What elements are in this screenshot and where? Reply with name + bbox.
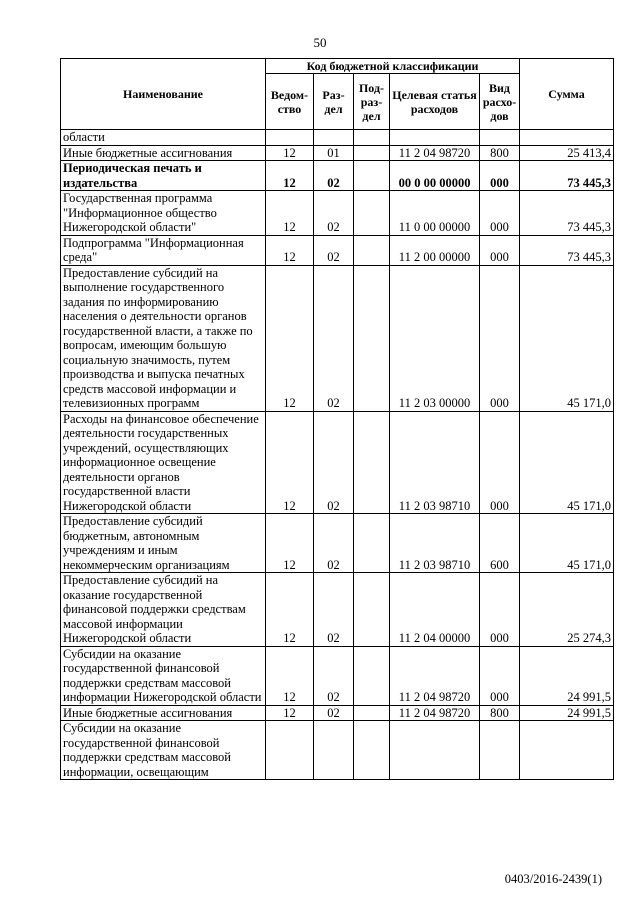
row-sum: 25 274,3 <box>520 573 614 647</box>
row-name: Предоставление субсидий на оказание государственной финансовой поддержки средствам массовой информации Нижегородской области <box>61 573 266 647</box>
row-target: 11 2 00 00000 <box>390 235 480 265</box>
row-podrazdel <box>354 130 390 146</box>
row-sum: 73 445,3 <box>520 191 614 236</box>
row-ved <box>266 130 314 146</box>
row-ved: 12 <box>266 191 314 236</box>
row-podrazdel <box>354 705 390 721</box>
row-name: области <box>61 130 266 146</box>
row-sum: 45 171,0 <box>520 411 614 514</box>
row-vid: 000 <box>480 235 520 265</box>
header-sum: Сумма <box>520 59 614 130</box>
row-podrazdel <box>354 721 390 780</box>
header-target: Целевая статья расходов <box>390 74 480 130</box>
table-row <box>61 265 614 411</box>
row-ved: 12 <box>266 265 314 411</box>
row-name: Иные бюджетные ассигнования <box>61 705 266 721</box>
row-name: Расходы на финансовое обеспечение деятельности государственных учреждений, осуществляющих информационное освещение деятельности органов государственной власти Нижегородской области <box>61 411 266 514</box>
header-vedomstvo: Ведом-ство <box>266 74 314 130</box>
row-razdel: 02 <box>314 411 354 514</box>
row-razdel: 01 <box>314 145 354 161</box>
header-vid: Вид расхо-дов <box>480 74 520 130</box>
header-name: Наименование <box>61 59 266 130</box>
row-name: Субсидии на оказание государственной финансовой поддержки средствам массовой информации, освещающим <box>61 721 266 780</box>
row-vid: 600 <box>480 514 520 573</box>
row-sum: 24 991,5 <box>520 646 614 705</box>
row-ved: 12 <box>266 145 314 161</box>
table-row <box>61 145 614 161</box>
row-vid: 800 <box>480 705 520 721</box>
row-razdel: 02 <box>314 161 354 191</box>
row-name: Предоставление субсидий бюджетным, автономным учреждениям и иным некоммерческим организациям <box>61 514 266 573</box>
row-target <box>390 130 480 146</box>
row-name: Подпрограмма "Информационная среда" <box>61 235 266 265</box>
row-target: 11 2 03 98710 <box>390 514 480 573</box>
row-target <box>390 721 480 780</box>
table-row <box>61 411 614 514</box>
row-podrazdel <box>354 514 390 573</box>
table-row <box>61 705 614 721</box>
row-sum: 24 991,5 <box>520 705 614 721</box>
row-ved: 12 <box>266 573 314 647</box>
row-podrazdel <box>354 145 390 161</box>
row-target: 00 0 00 00000 <box>390 161 480 191</box>
row-name: Иные бюджетные ассигнования <box>61 145 266 161</box>
table-row <box>61 161 614 191</box>
row-podrazdel <box>354 265 390 411</box>
row-razdel <box>314 130 354 146</box>
row-ved: 12 <box>266 161 314 191</box>
row-ved: 12 <box>266 646 314 705</box>
row-vid: 000 <box>480 161 520 191</box>
row-name: Предоставление субсидий на выполнение государственного задания по информированию населения о деятельности органов государственной власти, а также по вопросам, имеющим большую социальную значимость, путем производства и выпуска печатных средств массовой информации и телевизионных программ <box>61 265 266 411</box>
row-vid: 000 <box>480 191 520 236</box>
table-row <box>61 721 614 780</box>
row-sum: 45 171,0 <box>520 265 614 411</box>
row-name: Государственная программа "Информационное общество Нижегородской области" <box>61 191 266 236</box>
row-name: Периодическая печать и издательства <box>61 161 266 191</box>
row-ved: 12 <box>266 514 314 573</box>
row-target: 11 0 00 00000 <box>390 191 480 236</box>
row-podrazdel <box>354 411 390 514</box>
row-sum: 73 445,3 <box>520 161 614 191</box>
row-ved: 12 <box>266 705 314 721</box>
row-podrazdel <box>354 191 390 236</box>
row-target: 11 2 03 98710 <box>390 411 480 514</box>
row-vid: 000 <box>480 411 520 514</box>
table-row <box>61 235 614 265</box>
row-sum: 25 413,4 <box>520 145 614 161</box>
row-podrazdel <box>354 235 390 265</box>
row-sum: 45 171,0 <box>520 514 614 573</box>
table-row <box>61 191 614 236</box>
page-number: 50 <box>313 35 327 50</box>
row-razdel: 02 <box>314 235 354 265</box>
row-name: Субсидии на оказание государственной финансовой поддержки средствам массовой информации Нижегородской области <box>61 646 266 705</box>
header-podrazdel: Под-раз-дел <box>354 74 390 130</box>
row-sum <box>520 130 614 146</box>
row-razdel: 02 <box>314 265 354 411</box>
row-target: 11 2 03 00000 <box>390 265 480 411</box>
row-vid <box>480 721 520 780</box>
row-podrazdel <box>354 573 390 647</box>
row-ved: 12 <box>266 411 314 514</box>
row-vid: 000 <box>480 573 520 647</box>
row-vid: 000 <box>480 265 520 411</box>
row-target: 11 2 04 98720 <box>390 646 480 705</box>
table-row <box>61 646 614 705</box>
row-ved: 12 <box>266 235 314 265</box>
row-razdel <box>314 721 354 780</box>
document-code: 0403/2016-2439(1) <box>504 872 602 886</box>
row-razdel: 02 <box>314 646 354 705</box>
row-target: 11 2 04 98720 <box>390 705 480 721</box>
row-sum <box>520 721 614 780</box>
header-razdel: Раз-дел <box>314 74 354 130</box>
row-vid: 800 <box>480 145 520 161</box>
row-razdel: 02 <box>314 191 354 236</box>
row-podrazdel <box>354 646 390 705</box>
row-podrazdel <box>354 161 390 191</box>
table-row <box>61 573 614 647</box>
row-ved <box>266 721 314 780</box>
budget-table <box>60 58 614 780</box>
row-vid <box>480 130 520 146</box>
row-razdel: 02 <box>314 705 354 721</box>
row-target: 11 2 04 00000 <box>390 573 480 647</box>
row-target: 11 2 04 98720 <box>390 145 480 161</box>
header-kbk-group: Код бюджетной классификации <box>266 59 520 74</box>
row-razdel: 02 <box>314 573 354 647</box>
row-razdel: 02 <box>314 514 354 573</box>
table-row <box>61 130 614 146</box>
table-row <box>61 514 614 573</box>
row-sum: 73 445,3 <box>520 235 614 265</box>
row-vid: 000 <box>480 646 520 705</box>
